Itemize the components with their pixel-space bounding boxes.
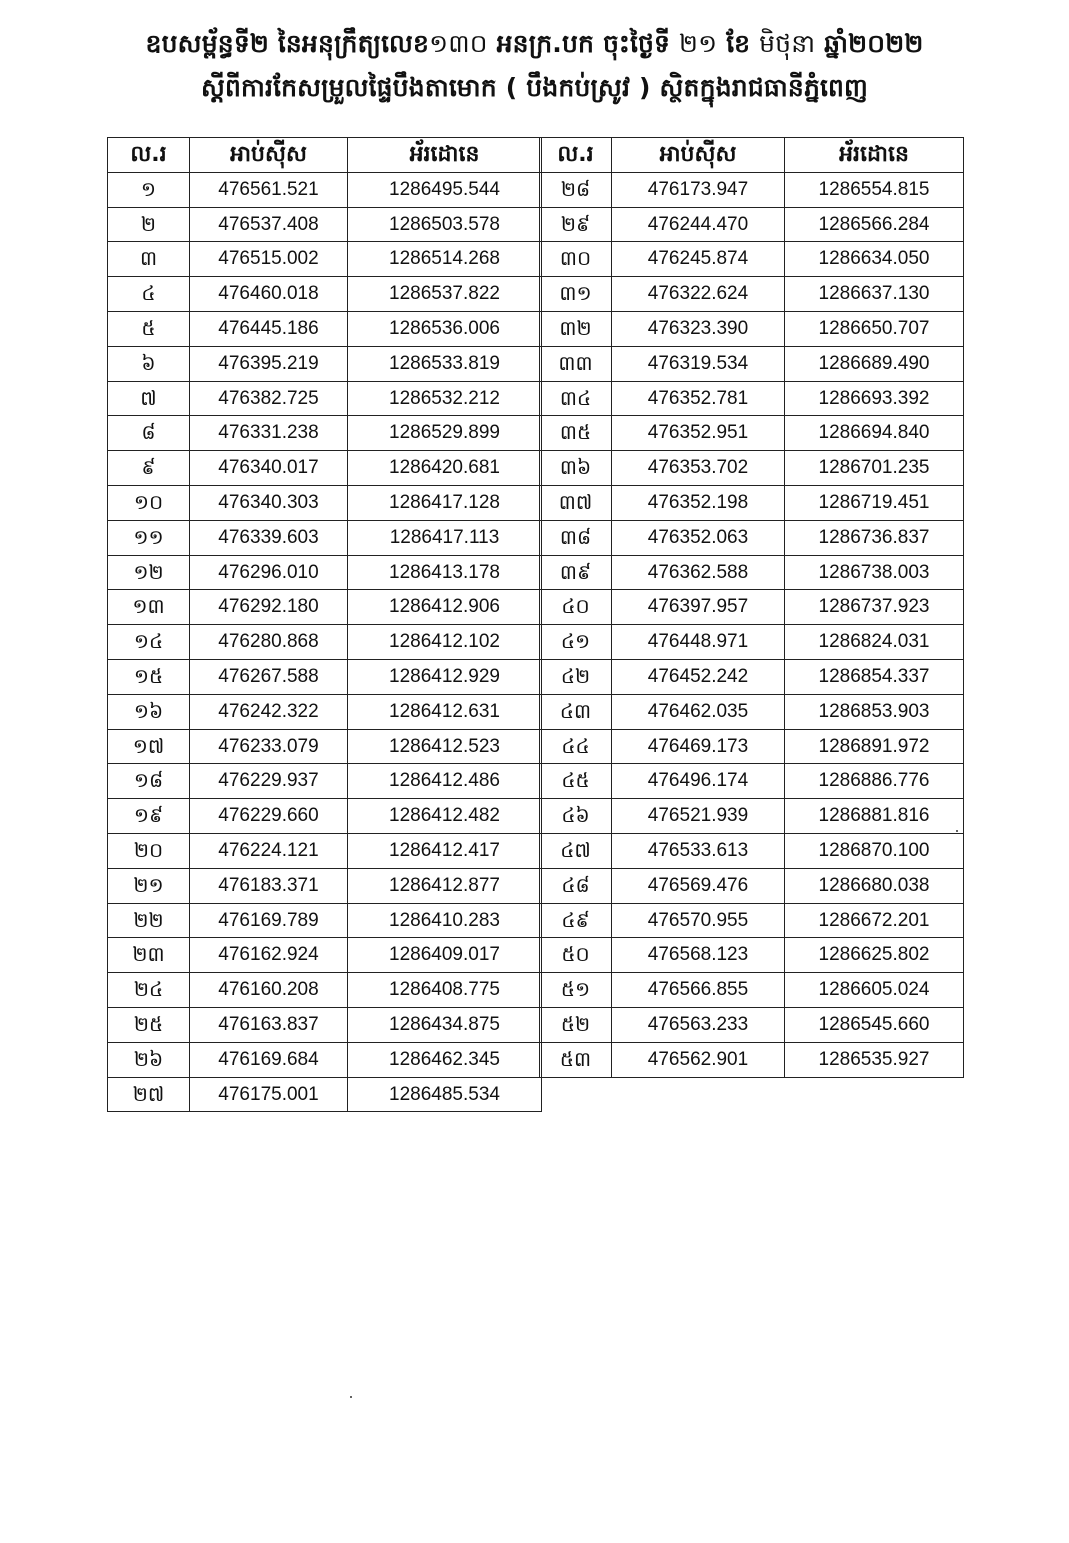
point-index: ២៧ xyxy=(108,1077,190,1112)
table-header-row xyxy=(108,138,542,173)
abscissa-value: 476568.123 xyxy=(612,938,785,973)
ordinate-value: 1286434.875 xyxy=(348,1007,542,1042)
point-index: ២៣ xyxy=(108,938,190,973)
abscissa-value: 476395.219 xyxy=(190,346,348,381)
ordinate-value: 1286545.660 xyxy=(785,1007,964,1042)
point-index: ២៩ xyxy=(540,207,612,242)
ordinate-value: 1286412.486 xyxy=(348,764,542,799)
abscissa-value: 476566.855 xyxy=(612,973,785,1008)
table-row xyxy=(108,520,542,555)
table-row xyxy=(108,903,542,938)
point-index: ១៧ xyxy=(108,729,190,764)
point-index: ៤៦ xyxy=(540,799,612,834)
abscissa-value: 476175.001 xyxy=(190,1077,348,1112)
header-index: ល.រ xyxy=(540,138,612,173)
ordinate-value: 1286637.130 xyxy=(785,277,964,312)
abscissa-value: 476562.901 xyxy=(612,1042,785,1077)
abscissa-value: 476533.613 xyxy=(612,833,785,868)
table-row xyxy=(540,764,964,799)
abscissa-value: 476339.603 xyxy=(190,520,348,555)
abscissa-value: 476331.238 xyxy=(190,416,348,451)
ordinate-value: 1286535.927 xyxy=(785,1042,964,1077)
point-index: ៨ xyxy=(108,416,190,451)
ordinate-value: 1286853.903 xyxy=(785,694,964,729)
table-row xyxy=(108,833,542,868)
month-label: ខែ xyxy=(717,29,760,58)
point-index: ៥១ xyxy=(540,973,612,1008)
table-row xyxy=(108,416,542,451)
point-index: ២៨ xyxy=(540,172,612,207)
point-index: ៣០ xyxy=(540,242,612,277)
ordinate-value: 1286605.024 xyxy=(785,973,964,1008)
table-row xyxy=(108,938,542,973)
abscissa-value: 476352.951 xyxy=(612,416,785,451)
table-row xyxy=(108,694,542,729)
point-index: ១៥ xyxy=(108,659,190,694)
ordinate-value: 1286420.681 xyxy=(348,451,542,486)
ordinate-value: 1286503.578 xyxy=(348,207,542,242)
point-index: ២០ xyxy=(108,833,190,868)
decree-number: ១៣០ xyxy=(429,29,488,58)
abscissa-value: 476183.371 xyxy=(190,868,348,903)
ordinate-value: 1286650.707 xyxy=(785,311,964,346)
table-row xyxy=(108,485,542,520)
abscissa-value: 476448.971 xyxy=(612,625,785,660)
ordinate-value: 1286413.178 xyxy=(348,555,542,590)
table-row xyxy=(540,868,964,903)
table-row xyxy=(108,625,542,660)
abscissa-value: 476280.868 xyxy=(190,625,348,660)
header-index: ល.រ xyxy=(108,138,190,173)
ordinate-value: 1286412.417 xyxy=(348,833,542,868)
header-ordinate: អ័រដោនេ xyxy=(785,138,964,173)
point-index: ៣៧ xyxy=(540,485,612,520)
ordinate-value: 1286495.544 xyxy=(348,172,542,207)
point-index: ១ xyxy=(108,172,190,207)
table-row xyxy=(540,485,964,520)
abscissa-value: 476353.702 xyxy=(612,451,785,486)
ordinate-value: 1286634.050 xyxy=(785,242,964,277)
table-row xyxy=(108,973,542,1008)
ordinate-value: 1286736.837 xyxy=(785,520,964,555)
coordinates-table-left xyxy=(107,137,542,1112)
point-index: ២២ xyxy=(108,903,190,938)
table-row xyxy=(540,659,964,694)
ordinate-value: 1286412.482 xyxy=(348,799,542,834)
ordinate-value: 1286532.212 xyxy=(348,381,542,416)
abscissa-value: 476462.035 xyxy=(612,694,785,729)
abscissa-value: 476569.476 xyxy=(612,868,785,903)
table-row xyxy=(540,1042,964,1077)
abscissa-value: 476460.018 xyxy=(190,277,348,312)
abscissa-value: 476340.303 xyxy=(190,485,348,520)
table-row xyxy=(540,1007,964,1042)
abscissa-value: 476163.837 xyxy=(190,1007,348,1042)
abscissa-value: 476563.233 xyxy=(612,1007,785,1042)
point-index: ៧ xyxy=(108,381,190,416)
table-row xyxy=(540,381,964,416)
abscissa-value: 476452.242 xyxy=(612,659,785,694)
table-row xyxy=(540,172,964,207)
point-index: ៩ xyxy=(108,451,190,486)
point-index: ៣ xyxy=(108,242,190,277)
ordinate-value: 1286409.017 xyxy=(348,938,542,973)
abscissa-value: 476173.947 xyxy=(612,172,785,207)
decree-code: អនក្រ.បក ចុះថ្ងៃទី xyxy=(487,29,680,58)
point-index: ៥៣ xyxy=(540,1042,612,1077)
decree-day: ២១ xyxy=(679,29,718,58)
ordinate-value: 1286566.284 xyxy=(785,207,964,242)
abscissa-value: 476469.173 xyxy=(612,729,785,764)
abscissa-value: 476515.002 xyxy=(190,242,348,277)
point-index: ៥២ xyxy=(540,1007,612,1042)
point-index: ១១ xyxy=(108,520,190,555)
point-index: ១៣ xyxy=(108,590,190,625)
table-row xyxy=(540,207,964,242)
scan-speck xyxy=(956,830,958,832)
ordinate-value: 1286485.534 xyxy=(348,1077,542,1112)
abscissa-value: 476224.121 xyxy=(190,833,348,868)
table-row xyxy=(108,311,542,346)
point-index: ១៨ xyxy=(108,764,190,799)
table-row xyxy=(540,799,964,834)
table-row xyxy=(108,242,542,277)
point-index: ៤ xyxy=(108,277,190,312)
point-index: ៤៧ xyxy=(540,833,612,868)
table-row xyxy=(540,973,964,1008)
ordinate-value: 1286412.877 xyxy=(348,868,542,903)
table-row xyxy=(540,694,964,729)
abscissa-value: 476169.684 xyxy=(190,1042,348,1077)
table-row xyxy=(540,729,964,764)
point-index: ៣៨ xyxy=(540,520,612,555)
point-index: ៤៤ xyxy=(540,729,612,764)
ordinate-value: 1286881.816 xyxy=(785,799,964,834)
abscissa-value: 476245.874 xyxy=(612,242,785,277)
point-index: ៣៦ xyxy=(540,451,612,486)
ordinate-value: 1286533.819 xyxy=(348,346,542,381)
table-row xyxy=(108,555,542,590)
abscissa-value: 476352.198 xyxy=(612,485,785,520)
point-index: ២៥ xyxy=(108,1007,190,1042)
point-index: ៥០ xyxy=(540,938,612,973)
ordinate-value: 1286824.031 xyxy=(785,625,964,660)
ordinate-value: 1286854.337 xyxy=(785,659,964,694)
table-row xyxy=(108,764,542,799)
point-index: ៤០ xyxy=(540,590,612,625)
abscissa-value: 476319.534 xyxy=(612,346,785,381)
ordinate-value: 1286417.128 xyxy=(348,485,542,520)
header-abscissa: អាប់ស៊ីស xyxy=(190,138,348,173)
ordinate-value: 1286870.100 xyxy=(785,833,964,868)
point-index: ១៦ xyxy=(108,694,190,729)
table-row xyxy=(108,1007,542,1042)
table-row xyxy=(108,451,542,486)
table-row xyxy=(108,799,542,834)
abscissa-value: 476362.588 xyxy=(612,555,785,590)
abscissa-value: 476229.937 xyxy=(190,764,348,799)
abscissa-value: 476267.588 xyxy=(190,659,348,694)
table-row xyxy=(108,729,542,764)
table-row xyxy=(540,311,964,346)
abscissa-value: 476296.010 xyxy=(190,555,348,590)
table-row xyxy=(540,277,964,312)
point-index: ៤៥ xyxy=(540,764,612,799)
ordinate-value: 1286536.006 xyxy=(348,311,542,346)
abscissa-value: 476382.725 xyxy=(190,381,348,416)
point-index: ៤៩ xyxy=(540,903,612,938)
header-line-2: ស្ដីពីការកែសម្រួលផ្ទៃបឹងតាមោក ( បឹងកប់ស្រូវ ) ស្ថិតក្នុងរាជធានីភ្នំពេញ xyxy=(200,73,869,102)
ordinate-value: 1286891.972 xyxy=(785,729,964,764)
point-index: ៣៩ xyxy=(540,555,612,590)
point-index: ៤១ xyxy=(540,625,612,660)
decree-year: ឆ្នាំ២០២២ xyxy=(815,29,924,58)
document-header xyxy=(0,22,1069,110)
abscissa-value: 476496.174 xyxy=(612,764,785,799)
point-index: ៥ xyxy=(108,311,190,346)
abscissa-value: 476169.789 xyxy=(190,903,348,938)
abscissa-value: 476233.079 xyxy=(190,729,348,764)
point-index: ៤៨ xyxy=(540,868,612,903)
abscissa-value: 476244.470 xyxy=(612,207,785,242)
abscissa-value: 476570.955 xyxy=(612,903,785,938)
header-abscissa: អាប់ស៊ីស xyxy=(612,138,785,173)
abscissa-value: 476292.180 xyxy=(190,590,348,625)
table-row xyxy=(540,242,964,277)
table-row xyxy=(108,659,542,694)
table-row xyxy=(108,868,542,903)
table-row xyxy=(540,903,964,938)
abscissa-value: 476242.322 xyxy=(190,694,348,729)
table-row xyxy=(108,381,542,416)
point-index: ៣៤ xyxy=(540,381,612,416)
table-row xyxy=(540,451,964,486)
ordinate-value: 1286680.038 xyxy=(785,868,964,903)
abscissa-value: 476323.390 xyxy=(612,311,785,346)
ordinate-value: 1286412.631 xyxy=(348,694,542,729)
scan-speck xyxy=(350,1396,352,1398)
table-row xyxy=(540,520,964,555)
point-index: ១៤ xyxy=(108,625,190,660)
point-index: ២៦ xyxy=(108,1042,190,1077)
ordinate-value: 1286410.283 xyxy=(348,903,542,938)
table-row xyxy=(108,346,542,381)
abscissa-value: 476162.924 xyxy=(190,938,348,973)
table-row xyxy=(540,938,964,973)
point-index: ៣១ xyxy=(540,277,612,312)
abscissa-value: 476561.521 xyxy=(190,172,348,207)
table-row xyxy=(540,346,964,381)
header-line-1 xyxy=(0,22,1069,66)
ordinate-value: 1286462.345 xyxy=(348,1042,542,1077)
point-index: ១០ xyxy=(108,485,190,520)
ordinate-value: 1286701.235 xyxy=(785,451,964,486)
ordinate-value: 1286737.923 xyxy=(785,590,964,625)
table-row xyxy=(540,555,964,590)
abscissa-value: 476352.781 xyxy=(612,381,785,416)
ordinate-value: 1286719.451 xyxy=(785,485,964,520)
table-header-row xyxy=(540,138,964,173)
abscissa-value: 476445.186 xyxy=(190,311,348,346)
ordinate-value: 1286412.929 xyxy=(348,659,542,694)
table-row xyxy=(540,625,964,660)
ordinate-value: 1286537.822 xyxy=(348,277,542,312)
coordinates-table-right xyxy=(539,137,964,1078)
point-index: ២ xyxy=(108,207,190,242)
abscissa-value: 476160.208 xyxy=(190,973,348,1008)
ordinate-value: 1286689.490 xyxy=(785,346,964,381)
ordinate-value: 1286412.102 xyxy=(348,625,542,660)
point-index: ៣២ xyxy=(540,311,612,346)
table-row xyxy=(108,1077,542,1112)
abscissa-value: 476229.660 xyxy=(190,799,348,834)
abscissa-value: 476322.624 xyxy=(612,277,785,312)
ordinate-value: 1286625.802 xyxy=(785,938,964,973)
ordinate-value: 1286886.776 xyxy=(785,764,964,799)
point-index: ៦ xyxy=(108,346,190,381)
ordinate-value: 1286412.523 xyxy=(348,729,542,764)
table-row xyxy=(108,207,542,242)
table-row xyxy=(108,172,542,207)
ordinate-value: 1286694.840 xyxy=(785,416,964,451)
abscissa-value: 476340.017 xyxy=(190,451,348,486)
ordinate-value: 1286529.899 xyxy=(348,416,542,451)
ordinate-value: 1286514.268 xyxy=(348,242,542,277)
ordinate-value: 1286554.815 xyxy=(785,172,964,207)
ordinate-value: 1286412.906 xyxy=(348,590,542,625)
abscissa-value: 476521.939 xyxy=(612,799,785,834)
point-index: ១២ xyxy=(108,555,190,590)
table-row xyxy=(108,1042,542,1077)
table-row xyxy=(108,590,542,625)
point-index: ៤៣ xyxy=(540,694,612,729)
ordinate-value: 1286672.201 xyxy=(785,903,964,938)
point-index: ៣៥ xyxy=(540,416,612,451)
abscissa-value: 476352.063 xyxy=(612,520,785,555)
header-ordinate: អ័រដោនេ xyxy=(348,138,542,173)
point-index: ៤២ xyxy=(540,659,612,694)
table-row xyxy=(108,277,542,312)
point-index: ៣៣ xyxy=(540,346,612,381)
decree-month: មិថុនា xyxy=(759,29,816,58)
point-index: ១៩ xyxy=(108,799,190,834)
table-row xyxy=(540,833,964,868)
annex-reference: ឧបសម្ព័ន្ធទី២ នៃអនុក្រឹត្យលេខ xyxy=(145,29,430,58)
abscissa-value: 476537.408 xyxy=(190,207,348,242)
abscissa-value: 476397.957 xyxy=(612,590,785,625)
point-index: ២១ xyxy=(108,868,190,903)
ordinate-value: 1286693.392 xyxy=(785,381,964,416)
ordinate-value: 1286417.113 xyxy=(348,520,542,555)
table-row xyxy=(540,590,964,625)
ordinate-value: 1286738.003 xyxy=(785,555,964,590)
table-row xyxy=(540,416,964,451)
ordinate-value: 1286408.775 xyxy=(348,973,542,1008)
point-index: ២៤ xyxy=(108,973,190,1008)
